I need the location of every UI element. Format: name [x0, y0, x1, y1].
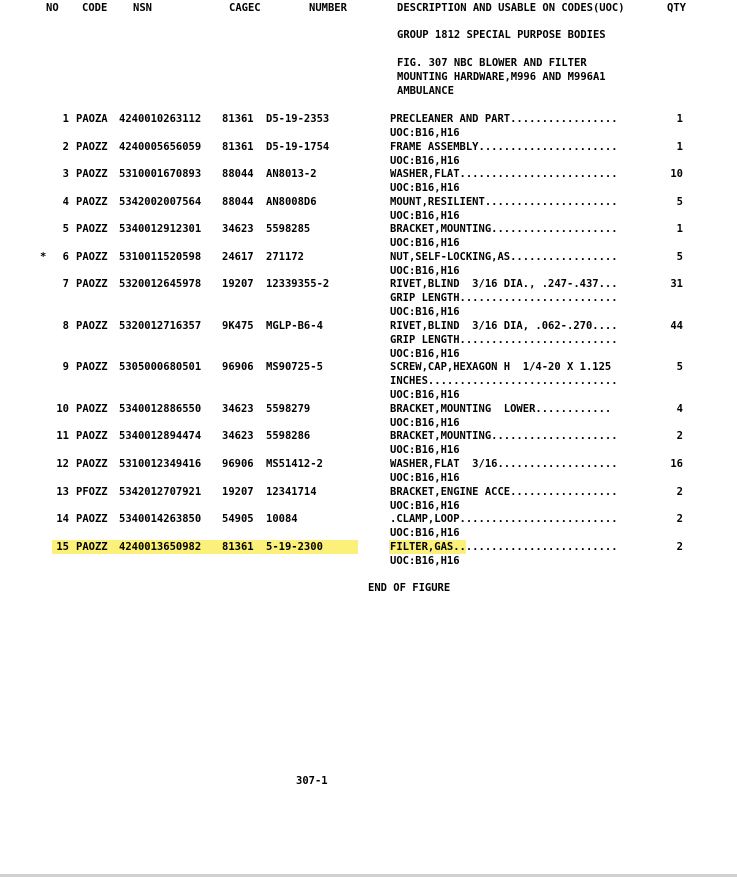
quantity: 44 — [670, 320, 683, 332]
smr-code: PAOZZ — [76, 278, 108, 290]
item-number: 10 — [56, 403, 69, 415]
quantity: 5 — [676, 196, 683, 208]
description-line: GRIP LENGTH......................... — [390, 333, 618, 346]
part-number: D5-19-1754 — [266, 141, 330, 153]
figure-title-line-2: MOUNTING HARDWARE,M996 AND M996A1 — [397, 71, 606, 83]
part-number: MS90725-5 — [266, 361, 323, 373]
cagec: 34623 — [222, 430, 254, 442]
part-number: 12339355-2 — [266, 278, 330, 290]
description-line: UOC:B16,H16 — [390, 526, 460, 539]
smr-code: PAOZA — [76, 113, 108, 125]
description-line: UOC:B16,H16 — [390, 209, 460, 222]
part-number: 5598286 — [266, 430, 311, 442]
part-number: 271172 — [266, 251, 304, 263]
group-heading: GROUP 1812 SPECIAL PURPOSE BODIES — [397, 29, 606, 41]
part-number: D5-19-2353 — [266, 113, 330, 125]
smr-code: PAOZZ — [76, 513, 108, 525]
item-number: 12 — [56, 458, 69, 470]
part-number: 5598285 — [266, 223, 311, 235]
part-number: 12341714 — [266, 486, 317, 498]
item-number: 8 — [62, 320, 69, 332]
description-line: RIVET,BLIND 3/16 DIA., .247-.437... — [390, 278, 618, 290]
nsn: 5340012912301 — [119, 223, 202, 235]
nsn: 5320012645978 — [119, 278, 202, 290]
description-line: BRACKET,MOUNTING.................... — [390, 223, 618, 235]
part-number: 10084 — [266, 513, 298, 525]
smr-code: PAOZZ — [76, 141, 108, 153]
quantity: 16 — [670, 458, 683, 470]
nsn: 5310011520598 — [119, 251, 202, 263]
header-number: NUMBER — [309, 2, 347, 14]
cagec: 34623 — [222, 403, 254, 415]
quantity: 10 — [670, 168, 683, 180]
description-line: UOC:B16,H16 — [390, 305, 460, 318]
nsn: 5340012894474 — [119, 430, 202, 442]
quantity: 1 — [676, 141, 683, 153]
description-line: PRECLEANER AND PART................. — [390, 113, 618, 125]
description-line: UOC:B16,H16 — [390, 416, 460, 429]
item-number: 7 — [62, 278, 69, 290]
part-number: MS51412-2 — [266, 458, 323, 470]
quantity: 4 — [676, 403, 683, 415]
part-number: 5-19-2300 — [266, 541, 323, 553]
quantity: 5 — [676, 251, 683, 263]
description-line: UOC:B16,H16 — [390, 126, 460, 139]
description-line: UOC:B16,H16 — [390, 443, 460, 456]
nsn: 5340014263850 — [119, 513, 202, 525]
nsn: 4240013650982 — [119, 541, 202, 553]
quantity: 2 — [676, 430, 683, 442]
description-line: BRACKET,MOUNTING.................... — [390, 430, 618, 442]
item-number: 2 — [62, 141, 69, 153]
description-line: UOC:B16,H16 — [390, 554, 460, 567]
description-line: BRACKET,ENGINE ACCE................. — [390, 486, 618, 498]
cagec: 81361 — [222, 541, 254, 553]
cagec: 54905 — [222, 513, 254, 525]
item-number: 6 — [62, 251, 69, 263]
cagec: 88044 — [222, 168, 254, 180]
smr-code: PFOZZ — [76, 486, 108, 498]
quantity: 2 — [676, 541, 683, 553]
smr-code: PAOZZ — [76, 168, 108, 180]
smr-code: PAOZZ — [76, 251, 108, 263]
smr-code: PAOZZ — [76, 403, 108, 415]
nsn: 5320012716357 — [119, 320, 202, 332]
smr-code: PAOZZ — [76, 320, 108, 332]
item-number: 5 — [62, 223, 69, 235]
cagec: 24617 — [222, 251, 254, 263]
item-number: 15 — [56, 541, 69, 553]
description-line: UOC:B16,H16 — [390, 181, 460, 194]
description-line: UOC:B16,H16 — [390, 471, 460, 484]
item-number: 1 — [62, 113, 69, 125]
description-line: WASHER,FLAT......................... — [390, 168, 618, 180]
cagec: 81361 — [222, 141, 254, 153]
description-line: NUT,SELF-LOCKING,AS................. — [390, 251, 618, 263]
description-line: .CLAMP,LOOP......................... — [390, 513, 618, 525]
description-line: UOC:B16,H16 — [390, 347, 460, 360]
item-number: 9 — [62, 361, 69, 373]
description-line: INCHES.............................. — [390, 374, 618, 387]
quantity: 2 — [676, 513, 683, 525]
nsn: 4240005656059 — [119, 141, 202, 153]
row-marker: * — [40, 251, 47, 263]
description-line: UOC:B16,H16 — [390, 499, 460, 512]
header-nsn: NSN — [133, 2, 152, 14]
description-line: WASHER,FLAT 3/16................... — [390, 458, 618, 470]
nsn: 5340012886550 — [119, 403, 202, 415]
cagec: 88044 — [222, 196, 254, 208]
figure-title-line-3: AMBULANCE — [397, 85, 454, 97]
description-line: FILTER,GAS.......................... — [390, 541, 618, 553]
nsn: 5310001670893 — [119, 168, 202, 180]
cagec: 19207 — [222, 486, 254, 498]
smr-code: PAOZZ — [76, 196, 108, 208]
description-line: UOC:B16,H16 — [390, 236, 460, 249]
item-number: 11 — [56, 430, 69, 442]
nsn: 5342002007564 — [119, 196, 202, 208]
page-number: 307-1 — [296, 775, 328, 787]
end-of-figure: END OF FIGURE — [368, 582, 451, 594]
nsn: 5310012349416 — [119, 458, 202, 470]
header-qty: QTY — [667, 2, 686, 14]
cagec: 34623 — [222, 223, 254, 235]
part-number: 5598279 — [266, 403, 311, 415]
smr-code: PAOZZ — [76, 430, 108, 442]
smr-code: PAOZZ — [76, 541, 108, 553]
description-line: BRACKET,MOUNTING LOWER............ — [390, 403, 612, 415]
header-code: CODE — [82, 2, 108, 14]
smr-code: PAOZZ — [76, 223, 108, 235]
header-no: NO — [46, 2, 59, 14]
nsn: 5305000680501 — [119, 361, 202, 373]
description-line: UOC:B16,H16 — [390, 388, 460, 401]
header-description: DESCRIPTION AND USABLE ON CODES(UOC) — [397, 2, 625, 14]
quantity: 1 — [676, 113, 683, 125]
item-number: 4 — [62, 196, 69, 208]
description-line: MOUNT,RESILIENT..................... — [390, 196, 618, 208]
quantity: 5 — [676, 361, 683, 373]
description-line: UOC:B16,H16 — [390, 264, 460, 277]
description-line: SCREW,CAP,HEXAGON H 1/4-20 X 1.125 — [390, 361, 612, 373]
part-number: AN8013-2 — [266, 168, 317, 180]
nsn: 4240010263112 — [119, 113, 202, 125]
cagec: 19207 — [222, 278, 254, 290]
item-number: 13 — [56, 486, 69, 498]
cagec: 96906 — [222, 361, 254, 373]
header-cagec: CAGEC — [229, 2, 261, 14]
part-number: MGLP-B6-4 — [266, 320, 323, 332]
quantity: 2 — [676, 486, 683, 498]
cagec: 81361 — [222, 113, 254, 125]
quantity: 1 — [676, 223, 683, 235]
cagec: 96906 — [222, 458, 254, 470]
smr-code: PAOZZ — [76, 361, 108, 373]
figure-title-line-1: FIG. 307 NBC BLOWER AND FILTER — [397, 57, 587, 69]
nsn: 5342012707921 — [119, 486, 202, 498]
description-line: GRIP LENGTH......................... — [390, 291, 618, 304]
part-number: AN8008D6 — [266, 196, 317, 208]
description-line: UOC:B16,H16 — [390, 154, 460, 167]
description-line: FRAME ASSEMBLY...................... — [390, 141, 618, 153]
description-line: RIVET,BLIND 3/16 DIA, .062-.270.... — [390, 320, 618, 332]
cagec: 9K475 — [222, 320, 254, 332]
smr-code: PAOZZ — [76, 458, 108, 470]
item-number: 3 — [62, 168, 69, 180]
item-number: 14 — [56, 513, 69, 525]
quantity: 31 — [670, 278, 683, 290]
